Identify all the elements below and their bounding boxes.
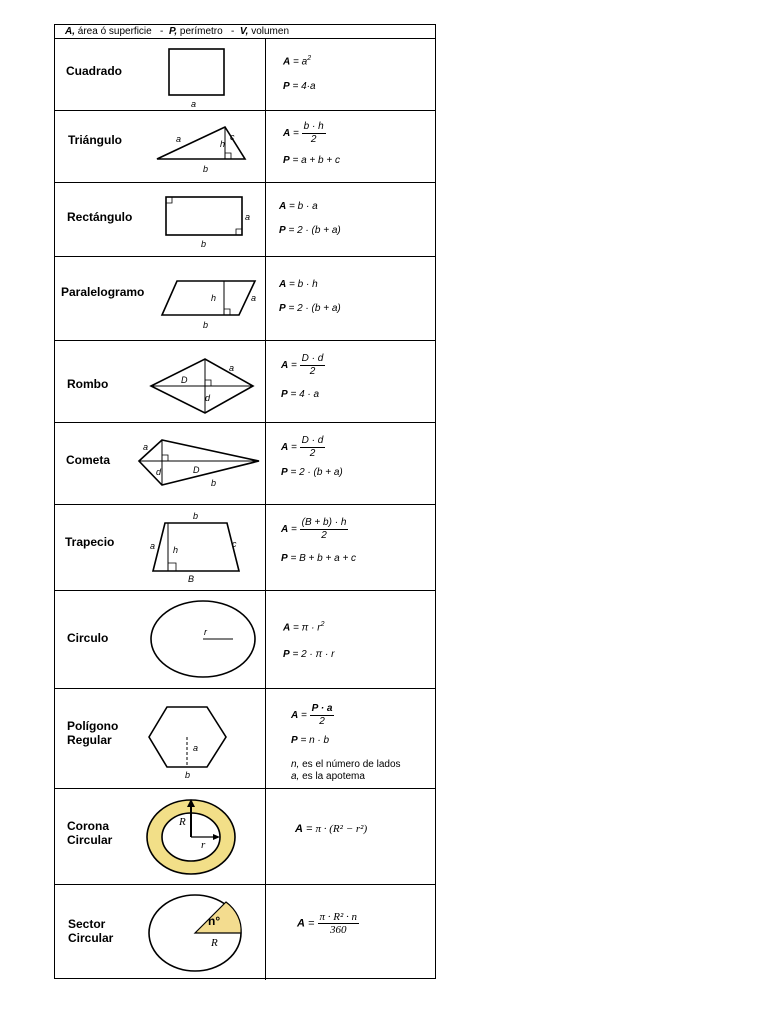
shape-name: Polígono Regular [67,719,119,747]
row-rombo [55,341,435,423]
row-triangulo [55,111,435,183]
label-b: b [203,320,209,330]
shape-name: Rectángulo [67,210,133,224]
column-divider [265,689,266,788]
shape-name: Cuadrado [66,64,123,78]
area-formula: A = b · h [279,279,318,290]
area-formula: A = π · (R² − r²) [295,823,368,835]
label-R: R [179,816,186,828]
area-formula: $A = a^2$ [283,55,312,68]
label-R: R [211,937,218,949]
row-trapecio [55,505,435,591]
perimeter-formula: P = B + b + a + c [281,553,357,564]
label-B: B [188,574,195,584]
parallelogram-figure [55,257,265,341]
label-h: h [211,293,217,303]
label-c: c [230,132,235,142]
perimeter-formula: P = n · b [291,735,330,746]
row-cometa [55,423,435,505]
rectangle-figure [55,183,265,257]
shape-name: Triángulo [68,133,122,147]
label-D: D [181,375,188,385]
row-circulo [55,591,435,689]
label-a: a [193,743,199,753]
perimeter-formula: P = 2 · (b + a) [279,225,341,236]
label-a: a [191,99,197,109]
legend [55,25,435,39]
column-divider [265,39,266,110]
legend-area-symbol: A, [65,26,75,37]
area-formula: A = $\frac{(B + b) \cdot h}{2}$ [281,517,347,541]
area-formula: A = $\frac{b \cdot h}{2}$ [283,121,324,145]
row-rectangulo [55,183,435,257]
column-divider [265,257,266,340]
shape-name: Corona Circular [67,819,113,847]
legend-area-text: área ó superficie - [75,26,169,37]
shape-name: Sector Circular [68,917,114,945]
square-figure [55,39,265,111]
rhombus-figure [55,341,265,423]
label-r: r [204,627,207,637]
label-a: a [245,212,251,222]
area-formula: A = b · a [279,201,318,212]
legend-volume-text: volumen [248,26,290,37]
label-n: n° [208,914,221,928]
shape-name: Trapecio [65,535,115,549]
label-a: a [176,134,182,144]
column-divider [265,111,266,182]
row-paralelogramo [55,257,435,341]
trapezoid-figure [55,505,265,591]
row-sector-circular [55,885,435,980]
sector-figure [55,885,265,980]
perimeter-formula: P = 4·a [283,81,316,92]
shape-name: Paralelogramo [61,285,145,299]
shape-name: Cometa [66,453,111,467]
label-d: d [205,393,211,403]
row-poligono-regular [55,689,435,789]
annulus-figure [55,789,265,885]
triangle-figure [55,111,265,183]
area-formula: A = $\frac{D \cdot d}{2}$ [281,435,324,459]
column-divider [265,789,266,884]
area-formula: A = $\frac{D \cdot d}{2}$ [281,353,324,377]
note-n: n, es el número de lados [291,759,401,770]
label-a: a [251,293,257,303]
label-r: r [201,839,206,851]
column-divider [265,591,266,688]
legend-volume-symbol: V, [239,26,249,37]
legend-perimeter-symbol: P, [168,26,178,37]
label-D: D [193,465,200,475]
label-b: b [185,770,191,780]
label-a: a [143,442,149,452]
shape-name: Circulo [67,631,109,645]
note-a: a, es la apotema [291,771,365,782]
perimeter-formula: P = 2 · π · r [283,649,335,660]
area-formula: A = $\frac{\text{π · R² · n}}{360}$ [297,911,358,936]
formula-sheet [54,24,436,979]
label-h: h [220,139,226,149]
kite-figure [55,423,265,505]
perimeter-formula: P = 2 · (b + a) [279,303,341,314]
perimeter-formula: P = 2 · (b + a) [281,467,343,478]
column-divider [265,341,266,422]
column-divider [265,505,266,590]
label-d: d [156,467,162,477]
label-h: h [173,545,179,555]
label-c: c [232,539,237,549]
perimeter-formula: P = a + b + c [283,155,340,166]
column-divider [265,885,266,980]
label-b: b [211,478,217,488]
area-formula: $A = \pi \cdot r^2$ [283,621,325,634]
label-b: b [193,511,199,521]
label-a: a [150,541,156,551]
row-corona-circular [55,789,435,885]
legend-perimeter-text: perímetro - [177,26,240,37]
circle-figure [55,591,265,689]
label-b: b [203,164,209,174]
column-divider [265,423,266,504]
label-b: b [201,239,207,249]
area-formula: A = $\frac{P \cdot a}{2}$ [291,703,333,727]
hexagon-figure [55,689,265,789]
perimeter-formula: P = 4 · a [281,389,320,400]
row-cuadrado [55,39,435,111]
column-divider [265,183,266,256]
label-a: a [229,363,235,373]
shape-name: Rombo [67,377,109,391]
